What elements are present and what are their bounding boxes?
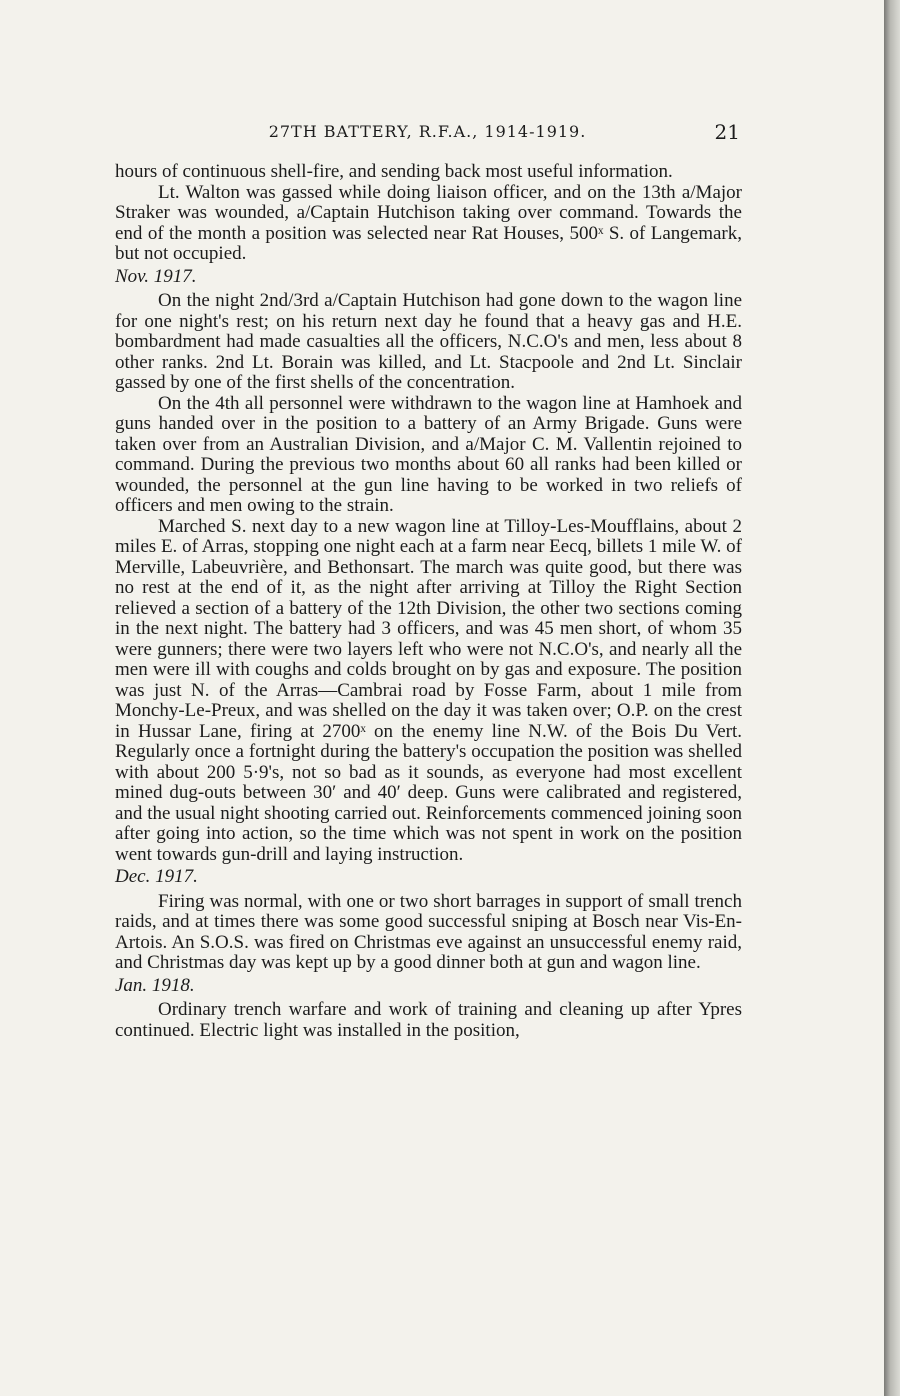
page-header [115, 122, 740, 152]
paragraph: Marched S. next day to a new wagon line at Tilloy-Les-Moufflains, about 2 miles E. of Arras, stopping one night each at a farm near Eecq, billets 1 mile W. of Merville, Labeuvrière, and Bethonsart. The march was quite good, but there was no rest at the end of it, as the night after arriving at Tilloy the Right Section relieved a section of a battery of the 12th Division, the other two sections coming in the next night. The battery had 3 officers, and was 45 men short, of whom 35 were gunners; there were two layers left who were not N.C.O's, and nearly all the men were ill with coughs and colds brought on by gas and exposure. The position was just N. of the Arras—Cambrai road by Fosse Farm, about 1 mile from Monchy-Le-Preux, and was shelled on the day it was taken over; O.P. on the crest in Hussar Lane, firing at 2700ˣ on the enemy line N.W. of the Bois Du Vert. Regularly once a fortnight during the battery's occupation the position was shelled with about 200 5·9's, not so bad as it sounds, as everyone had most excellent mined dug-outs between 30′ and 40′ deep. Guns were calibrated and registered, and the usual night shooting carried out. Reinforcements commenced joining soon after going into action, so the time which was not spent in work on the position went towards gun-drill and laying instruction. [115, 515, 742, 865]
paragraph: Lt. Walton was gassed while doing liaison officer, and on the 13th a/Major Straker was wounded, a/Captain Hutchison taking over command. Towards the end of the month a position was selected near Rat Houses, 500ˣ S. of Langemark, but not occupied. [115, 181, 742, 264]
paragraph: On the night 2nd/3rd a/Captain Hutchison had gone down to the wagon line for one night's rest; on his return next day he found that a heavy gas and H.E. bombardment had made casualties all the officers, N.C.O's and men, less about 8 other ranks. 2nd Lt. Borain was killed, and Lt. Stacpoole and 2nd Lt. Sinclair gassed by one of the first shells of the concentration. [115, 290, 742, 393]
paragraph: Firing was normal, with one or two short barrages in support of small trench raids, and at times there was some good successful sniping at Bosch near Vis-En-Artois. An S.O.S. was fired on Christmas eve against an unsuccessful enemy raid, and Christmas day was kept up by a good dinner both at gun and wagon line. [115, 890, 742, 973]
running-head: 27TH BATTERY, R.F.A., 1914-1919. [268, 122, 587, 141]
page-edge-shadow [884, 0, 900, 1396]
date-heading-jan: Jan. 1918. [115, 974, 195, 996]
paragraph: On the 4th all personnel were withdrawn to the wagon line at Hamhoek and guns handed over in the position to a battery of an Army Brigade. Guns were taken over from an Australian Division, and a/Major C. M. Vallentin rejoined to command. During the previous two months about 60 all ranks had been killed or wounded, the personnel at the gun line having to be worked in two reliefs of officers and men owing to the strain. [115, 392, 742, 516]
body-text [115, 162, 742, 1041]
paragraph: Ordinary trench warfare and work of training and cleaning up after Ypres continued. Electric light was installed in the position, [115, 999, 742, 1041]
date-heading-nov: Nov. 1917. [115, 265, 197, 287]
paragraph: hours of continuous shell-fire, and sending back most useful information. [115, 161, 673, 182]
page-number: 21 [714, 120, 740, 144]
date-heading-dec: Dec. 1917. [115, 866, 198, 887]
